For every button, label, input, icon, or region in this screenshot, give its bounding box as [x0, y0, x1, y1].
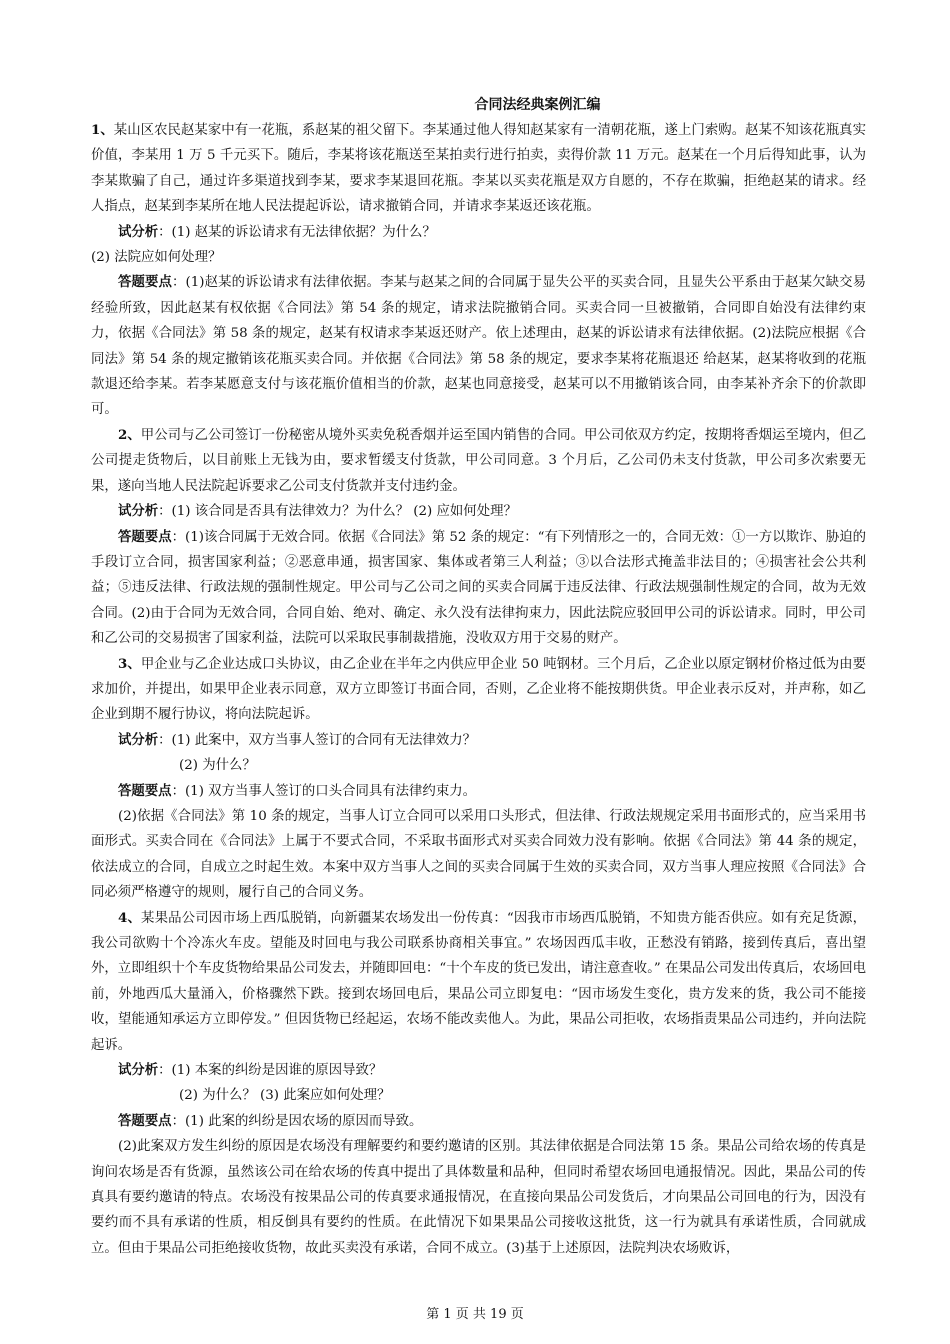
case-1-question-line1: ：(1) 赵某的诉讼请求有无法律依据？为什么？ [158, 224, 436, 240]
document-title: 合同法经典案例汇编 [474, 97, 601, 113]
document-body [91, 94, 866, 1261]
case-1-answer-label: 答题要点 [118, 274, 173, 291]
case-3-answer-label: 答题要点 [118, 782, 172, 799]
case-1-answer [91, 270, 866, 422]
case-4-question-1 [91, 1058, 866, 1083]
case-4-answer-2: (2)此案双方发生纠纷的原因是农场没有理解要约和要约邀请的区别。其法律依据是合同法第 15 条。果品公司给农场的传真是询问农场是否有货源，虽然该公司在给农场的传真中提出了具体数量和品种，但同时希望农场回电通报情况。因此，果品公司的传真具有要约邀请的特点。农场没有按果品公司的传真要求通报情况，在直接向果品公司发货后，才向果品公司回电的行为，因没有要约而不具有承诺的性质，相反倒具有要约的性质。在此情况下如果果品公司接收这批货，这一行为就具有承诺性质，合同就成立。但由于果品公司拒绝接收货物，故此买卖没有承诺，合同不成立。(3)基于上述原因，法院判决农场败诉， [91, 1139, 866, 1256]
case-2-answer-text: ：(1)该合同属于无效合同。依据《合同法》第 52 条的规定：“有下列情形之一的，合同无效：①一方以欺诈、胁迫的手段订立合同，损害国家利益；②恶意串通，损害国家、集体或者第三人利益；③以合法形式掩盖非法目的；④损害社会公共利益；⑤违反法律、行政法规的强制性规定。甲公司与乙公司之间的买卖合同属于违反法律、行政法规强制性规定的合同，故为无效合同。(2)由于合同为无效合同，合同自始、绝对、确定、永久没有法律拘束力，因此法院应驳回甲公司的诉讼请求。同时，甲公司和乙公司的交易损害了国家利益，法院可以采取民事制裁措施，没收双方用于交易的财产。 [91, 529, 866, 647]
case-1-number: 1、 [91, 122, 114, 138]
case-1-text [91, 118, 866, 220]
case-3-answer-2: (2)依据《合同法》第 10 条的规定，当事人订立合同可以采用口头形式，但法律、行政法规规定采用书面形式的，应当采用书面形式。买卖合同在《合同法》上属于不要式合同，不采取书面形式对买卖合同效力没有影响。依据《合同法》第 44 条的规定，依法成立的合同，自成立之时起生效。本案中双方当事人之间的买卖合同属于生效的买卖合同，双方当事人理应按照《合同法》合同必须严格遵守的规则，履行自己的合同义务。 [91, 808, 866, 901]
case-3-question-1 [91, 728, 866, 753]
case-1-body: 某山区农民赵某家中有一花瓶，系赵某的祖父留下。李某通过他人得知赵某家有一清朝花瓶，遂上门索购。赵某不知该花瓶真实价值，李某用 1 万 5 千元买下。随后，李某将该花瓶送至某拍卖行进行拍卖，卖得价款 11 万元。赵某在一个月后得知此事，认为李某欺骗了自己，通过许多渠道找到李某，要求李某退回花瓶。李某以买卖花瓶是双方自愿的，不存在欺骗，拒绝赵某的请求。经人指点，赵某到李某所在地人民法提起诉讼，请求撤销合同，并请求李某返还该花瓶。 [91, 123, 866, 215]
case-1-answer-text: ：(1)赵某的诉讼请求有法律依据。李某与赵某之间的合同属于显失公平的买卖合同，且显失公平系由于赵某欠缺交易经验所致，因此赵某有权依据《合同法》第 54 条的规定，请求法院撤销合同。买卖合同一旦被撤销，合同即自始没有法律约束力，依据《合同法》第 58 条的规定，赵某有权请求李某返还财产。依上述理由，赵某的诉讼请求有法律依据。(2)法院应根据《合同法》第 54 条的规定撤销该花瓶买卖合同。并依据《合同法》第 58 条的规定，要求李某将花瓶退还 给赵某，赵某将收到的花瓶款退还给李某。若李某愿意支付与该花瓶价值相当的价款，赵某也同意接受，赵某可以不用撤销该合同，由李某补齐余下的价款即可。 [91, 275, 867, 418]
case-1-question-2: (2) 法院应如何处理？ [91, 250, 222, 266]
case-4-answer-1 [91, 1109, 866, 1134]
case-4-question-label: 试分析 [118, 1062, 159, 1079]
case-4-body: 某果品公司因市场上西瓜脱销，向新疆某农场发出一份传真：“因我市市场西瓜脱销，不知贵方能否供应。如有充足货源，我公司欲购十个冷冻火车皮。望能及时回电与我公司联系协商相关事宜。” 农场因西瓜丰收，正愁没有销路，接到传真后，喜出望外，立即组织十个车皮货物给果品公司发去，并随即回电：“十个车皮的货已发出，请注意查收。” 在果品公司发出传真后，农场回电前，外地西瓜大量涌入，价格骤然下跌。接到农场回电后，果品公司立即复电：“因市场发生变化，贵方发来的货，我公司不能接收，望能通知承运方立即停发。” 但因货物已经起运，农场不能改卖他人。为此，果品公司拒收，农场指责果品公司违约，并向法院起诉。 [91, 910, 866, 1053]
case-3-question-line1: ：(1) 此案中，双方当事人签订的合同有无法律效力？ [158, 732, 476, 748]
case-3-question-label: 试分析 [118, 731, 159, 748]
case-3-answer-line1: ：(1) 双方当事人签订的口头合同具有法律约束力。 [171, 783, 476, 799]
case-1-question-label: 试分析 [118, 223, 159, 240]
case-4-text [91, 906, 866, 1058]
case-4-question-line1: ：(1) 本案的纠纷是因谁的原因导致？ [158, 1063, 383, 1079]
case-1-question-1 [91, 220, 866, 245]
page-footer: 第 1 页 共 19 页 [426, 1307, 524, 1322]
case-2-answer-label: 答题要点 [118, 528, 172, 545]
case-3-body: 甲企业与乙企业达成口头协议，由乙企业在半年之内供应甲企业 50 吨钢材。三个月后，乙企业以原定钢材价格过低为由要求加价，并提出，如果甲企业表示同意，双方立即签订书面合同，否则，乙企业将不能按期供货。甲企业表示反对，并声称，如乙企业到期不履行协议，将向法院起诉。 [91, 656, 866, 723]
case-3-question-2: (2) 为什么？ [179, 758, 256, 774]
case-3-answer-1 [91, 779, 866, 804]
case-2-question [91, 499, 866, 524]
case-2-text [91, 423, 866, 499]
case-3-number: 3、 [118, 655, 141, 672]
case-4-number: 4、 [118, 909, 142, 926]
case-2-answer [91, 525, 866, 652]
case-2-question-label: 试分析 [118, 503, 159, 520]
case-2-question-line1: ：(1) 该合同是否具有法律效力？为什么？ (2) 应如何处理？ [158, 504, 517, 520]
case-3-text [91, 652, 866, 728]
case-4-answer-line1: ：(1) 此案的纠纷是因农场的原因而导致。 [171, 1113, 423, 1129]
case-2-body: 甲公司与乙公司签订一份秘密从境外买卖免税香烟并运至国内销售的合同。甲公司依双方约定，按期将香烟运至境内，但乙公司提走货物后，以目前账上无钱为由，要求暂缓支付货款，甲公司同意。3 个月后，乙公司仍未支付货款，甲公司多次索要无果，遂向当地人民法院起诉要求乙公司支付货款并支付违约金。 [91, 427, 866, 494]
case-2-number: 2、 [118, 426, 141, 443]
case-4-question-2: (2) 为什么？ (3) 此案应如何处理？ [179, 1088, 391, 1104]
case-4-answer-label: 答题要点 [118, 1112, 172, 1129]
